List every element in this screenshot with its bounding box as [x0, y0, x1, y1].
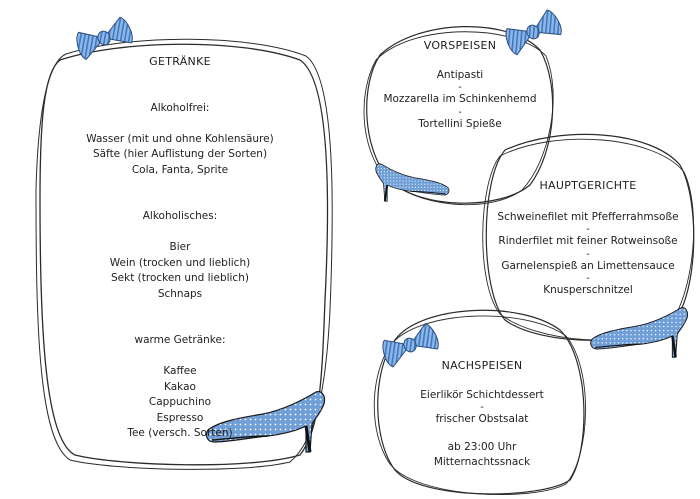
- list-item: frischer Obstsalat: [435, 413, 529, 425]
- list-item: Schnaps: [157, 287, 203, 300]
- list-item: Wasser (mit und ohne Kohlensäure): [86, 132, 274, 145]
- list-item: Garnelenspieß an Limettensauce: [501, 259, 675, 272]
- alcoholic-heading: Alkoholisches:: [142, 210, 218, 222]
- list-item: Kakao: [164, 380, 196, 393]
- list-item: Kaffee: [163, 365, 197, 377]
- separator: -: [458, 106, 462, 118]
- list-item: Sekt (trocken und lieblich): [111, 272, 249, 284]
- list-item: Tortellini Spieße: [418, 117, 502, 130]
- high-heel-shoe-icon: [591, 308, 688, 358]
- hot-drinks-heading: warme Getränke:: [134, 334, 226, 346]
- list-item: Eierlikör Schichtdessert: [420, 388, 544, 401]
- mains-menu: [488, 178, 688, 299]
- list-item: Cola, Fanta, Sprite: [131, 163, 229, 176]
- drinks-menu: [70, 54, 290, 442]
- list-item: Cappuchino: [148, 396, 212, 408]
- separator: -: [480, 402, 484, 413]
- list-item: Wein (trocken und lieblich): [109, 256, 251, 269]
- desserts-title: NACHSPEISEN: [441, 359, 523, 372]
- list-item: Antipasti: [436, 68, 484, 81]
- starters-menu: [370, 38, 550, 132]
- list-item: Schweinefilet mit Pfefferrahmsoße: [497, 210, 679, 223]
- late-snack: Mitternachtssnack: [433, 456, 531, 468]
- drinks-title: GETRÄNKE: [149, 55, 211, 68]
- list-item: Knusperschnitzel: [543, 284, 633, 296]
- list-item: Tee (versch. Sorten): [127, 427, 233, 439]
- separator: -: [586, 248, 590, 260]
- list-item: Espresso: [156, 411, 204, 424]
- high-heel-shoe-icon: [376, 164, 449, 201]
- list-item: Rinderfilet mit feiner Rotweinsoße: [498, 235, 678, 247]
- list-item: Bier: [169, 241, 191, 253]
- nonalcoholic-heading: Alkoholfrei:: [150, 101, 210, 114]
- starters-title: VORSPEISEN: [423, 39, 497, 52]
- separator: -: [458, 82, 462, 93]
- separator: -: [586, 273, 590, 284]
- list-item: Säfte (hier Auflistung der Sorten): [92, 148, 268, 160]
- list-item: Mozzarella im Schinkenhemd: [383, 93, 537, 105]
- separator: -: [586, 224, 590, 235]
- mains-title: HAUPTGERICHTE: [539, 179, 637, 192]
- desserts-menu: [392, 358, 572, 471]
- dessert-time: ab 23:00 Uhr: [447, 440, 517, 453]
